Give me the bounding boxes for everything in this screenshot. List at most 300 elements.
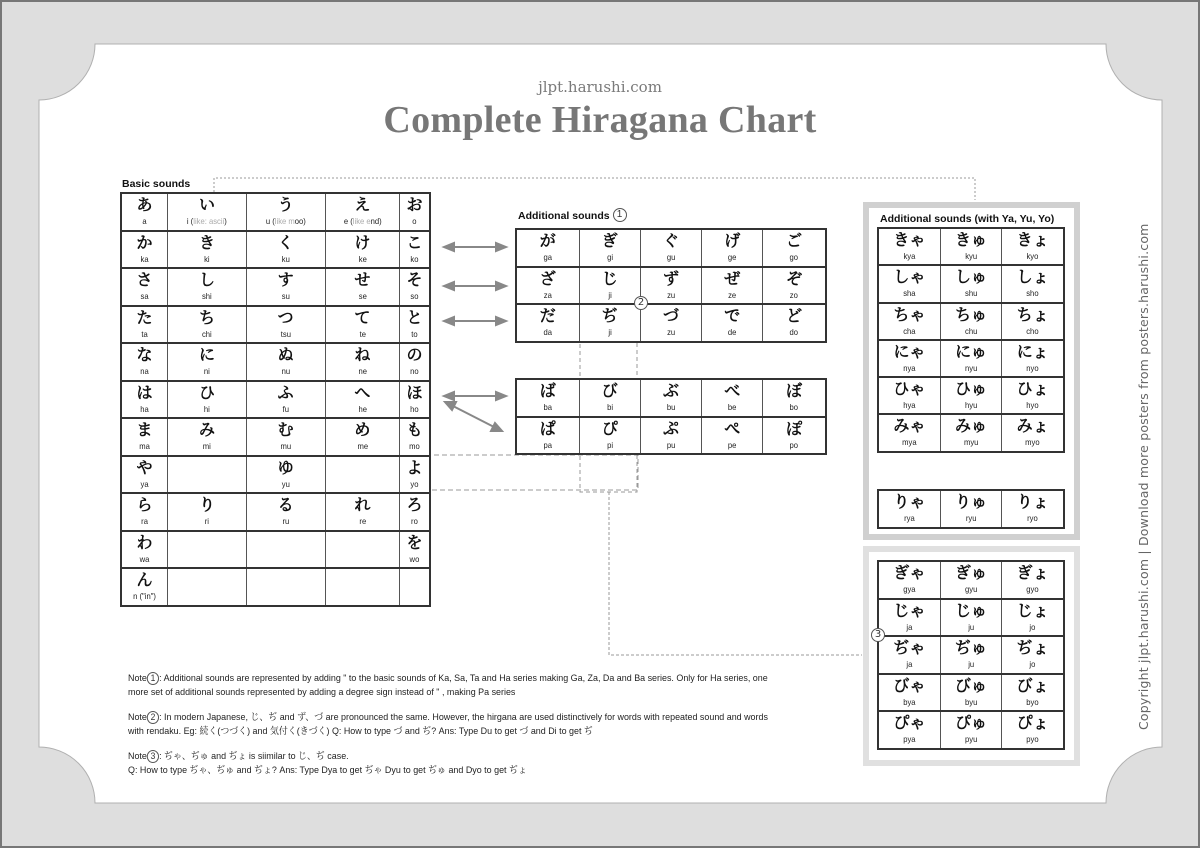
kana-char: る [277,495,294,514]
kana-cell [400,381,430,419]
romaji-label: be [727,402,737,412]
kana-cell [325,343,400,381]
romaji-label: ryo [1027,513,1038,523]
kana-char: に [198,345,215,364]
romaji-label: gya [903,584,916,594]
kana-cell [1002,414,1064,451]
romaji-label: za [543,289,552,300]
kana-cell [640,229,701,267]
copyright-text: Copyright jlpt.harushi.com | Download more posters from posters.harushi.com [1136,223,1151,730]
romaji-label: na [140,366,149,376]
kana-cell [325,456,400,494]
note-3: Note 3 : ぢゃ、ぢゅ and ぢょ is siimilar to じ、ぢ case. Q: How to type ぢゃ、ぢゅ and ぢょ? Ans: Type Dya to get ぢゃ Dyu to get ぢゅ and Dyo to get ぢょ [128,751,527,776]
basic-sounds-table [120,192,431,607]
kana-char: も [406,420,423,439]
romaji-label: jo [1029,659,1036,669]
romaji-label: u (like moo) [265,216,306,226]
kana-cell [940,636,1001,674]
romaji-label: bo [789,402,799,412]
kana-row [878,599,1064,637]
kana-char: ひゅ [954,379,987,399]
kana-cell [400,231,430,269]
romaji-label: a [142,216,147,226]
romaji-label: no [410,366,419,376]
kana-cell [121,456,168,494]
kana-char: ね [354,345,371,364]
romaji-label: ji [608,289,612,300]
kana-cell [579,267,640,305]
kana-cell [640,304,701,342]
romaji-label: rya [904,513,915,523]
romaji-label: gyu [964,584,978,594]
kana-char [326,458,400,478]
kana-row [516,267,826,305]
kana-cell [940,711,1001,749]
kana-char: ろ [406,495,423,514]
kana-char: ぴょ [1016,713,1049,732]
kana-char: きゃ [893,230,926,249]
kana-char: ほ [406,382,423,402]
romaji-label: wa [139,553,150,564]
romaji-label: de [727,327,737,337]
kana-char: ら [136,495,153,514]
romaji-label [172,590,242,602]
romaji-label: nyu [964,362,978,373]
kana-char: び [601,381,618,400]
kana-cell [246,568,325,606]
kana-char: え [354,195,371,214]
kana-row [121,456,430,494]
romaji-label: cho [1026,325,1039,336]
romaji-label: bu [666,402,676,412]
kana-cell [121,381,168,419]
romaji-label: ji [608,327,612,337]
kana-cell [400,193,430,231]
kana-cell [400,568,430,606]
kana-cell [516,304,579,342]
kana-cell [121,493,168,531]
kana-row [516,417,826,455]
kana-cell [168,418,247,456]
kana-cell [763,267,826,305]
kana-row [516,379,826,417]
kana-cell [878,561,940,599]
kana-char: を [406,532,423,552]
kana-char: お [406,195,423,214]
kana-cell [1002,561,1064,599]
kana-cell [878,377,940,414]
kana-cell [325,531,400,569]
romaji-label: ru [282,516,290,526]
kana-char: よ [406,457,423,477]
romaji-label: ri [204,516,210,526]
kana-row [121,531,430,569]
romaji-label [329,590,395,602]
kana-cell [1002,228,1064,265]
kana-char: ぷ [662,418,679,438]
kana-char [168,458,246,478]
romaji-label: ku [281,253,290,264]
kana-char: ご [786,231,803,250]
romaji-label: pyo [1026,734,1039,744]
kana-row [878,414,1064,451]
kana-char: ぴゃ [893,713,926,732]
kana-cell [878,340,940,377]
romaji-label: nyo [1026,362,1039,373]
romaji-label: ju [968,659,974,669]
kana-cell [168,231,247,269]
kana-row [516,229,826,267]
kana-char: し [198,270,215,289]
kana-cell [168,193,247,231]
kana-cell [325,493,400,531]
kana-cell [121,306,168,344]
romaji-label: tsu [280,328,291,339]
romaji-label: sha [903,288,916,299]
kana-char: く [277,232,294,252]
kana-cell [702,229,763,267]
kana-cell [516,267,579,305]
kana-char [326,570,400,590]
kana-cell [246,493,325,531]
kana-char: しゃ [893,267,926,287]
kana-cell [940,340,1001,377]
kana-cell [878,265,940,302]
kana-char: ゆ [277,457,294,477]
kana-cell [940,674,1001,712]
romaji-label: byo [1026,696,1039,707]
kana-char: びゃ [893,675,926,695]
kana-cell [702,267,763,305]
romaji-label: pi [606,439,613,450]
kana-cell [325,381,400,419]
romaji-label [329,553,395,565]
kana-char: み [198,420,215,439]
ba-pa-table [515,378,827,455]
kana-cell [246,268,325,306]
kana-cell [640,267,701,305]
kana-cell [121,231,168,269]
romaji-label: wo [409,553,420,564]
kana-char: ぜ [724,268,741,288]
kana-cell [400,343,430,381]
kana-char: ちゅ [954,304,987,324]
yoon-table [877,227,1065,453]
kana-char: ふ [277,382,294,402]
kana-cell [878,599,940,637]
romaji-label: ma [139,441,150,451]
kana-cell [325,306,400,344]
kana-char [247,533,325,553]
romaji-label: ba [543,402,553,412]
romaji-label: bya [903,696,916,707]
kana-cell [579,229,640,267]
kana-char: せ [354,270,371,289]
kana-cell [940,414,1001,451]
kana-cell [702,304,763,342]
kana-char: きゅ [954,230,987,249]
note-marker-1: 1 [613,208,627,222]
romaji-label: ha [140,403,149,414]
kana-cell [1002,599,1064,637]
romaji-label: gi [606,252,613,262]
kana-cell [400,456,430,494]
kana-char: ぽ [786,418,803,438]
romaji-label: hya [903,400,916,411]
romaji-label: kyu [965,251,977,261]
kana-char: ぎゅ [954,563,987,582]
kana-char: の [406,345,423,364]
romaji-label: e (like end) [343,216,382,226]
kana-cell [246,306,325,344]
kana-cell [640,379,701,417]
kana-cell [763,229,826,267]
kana-cell [1002,303,1064,340]
kana-cell [1002,711,1064,749]
kana-char: れ [354,495,371,514]
kana-cell [1002,490,1064,528]
kana-char: ぐ [662,231,679,250]
kana-cell [1002,377,1064,414]
kana-cell [246,418,325,456]
kana-char: め [354,420,371,439]
romaji-label: jo [1029,621,1036,632]
romaji-label: yu [281,478,290,489]
kana-cell [325,268,400,306]
romaji-label [172,478,242,490]
kana-char: ぎょ [1016,563,1049,582]
romaji-label: ya [140,478,149,489]
kana-cell [516,417,579,455]
kana-cell [878,636,940,674]
kana-row [878,636,1064,674]
kana-char: ぎゃ [893,563,926,582]
kana-cell [121,418,168,456]
romaji-label: zu [666,327,676,337]
kana-cell [878,674,940,712]
kana-char: す [277,270,294,289]
kana-cell [702,379,763,417]
kana-char: と [406,307,423,327]
kana-cell [121,193,168,231]
kana-char [326,533,400,553]
notes-section [128,672,786,778]
romaji-label: gyo [1026,584,1039,594]
kana-char [247,570,325,590]
kana-char: や [136,457,153,477]
kana-cell [579,417,640,455]
kana-row [516,304,826,342]
romaji-label: po [789,439,799,450]
voiced-yoon-table [877,560,1065,750]
kana-row [121,343,430,381]
kana-cell [1002,265,1064,302]
romaji-label: ke [358,253,367,264]
romaji-label: o [412,216,417,226]
kana-char: わ [136,532,153,552]
romaji-label: ko [410,253,419,264]
kana-cell [246,381,325,419]
romaji-label: cha [903,325,916,336]
kana-char: ど [786,306,803,325]
kana-cell [400,418,430,456]
kana-cell [168,568,247,606]
kana-cell [400,493,430,531]
kana-char: ぱ [539,418,556,438]
kana-char: げ [724,231,741,250]
romaji-label: so [410,291,419,301]
romaji-label: zu [666,289,676,300]
romaji-label: pu [666,439,676,450]
kana-row [878,340,1064,377]
romaji-label: kyo [1026,251,1039,261]
kana-char: こ [406,232,423,252]
kana-char: た [136,307,153,327]
kana-char: びょ [1016,675,1049,695]
kana-cell [246,531,325,569]
kana-cell [940,303,1001,340]
kana-row [878,711,1064,749]
romaji-label [172,553,242,565]
kana-cell [121,531,168,569]
kana-char: う [277,195,294,214]
kana-char: じゅ [954,600,987,620]
romaji-label [251,553,321,565]
romaji-label: pya [903,734,916,744]
note-marker-3: 3 [871,628,885,642]
kana-cell [168,268,247,306]
kana-cell [246,343,325,381]
romaji-label: gu [666,252,676,262]
romaji-label: ta [141,328,148,339]
kana-row [878,490,1064,528]
kana-char: じゃ [893,600,926,620]
kana-char: は [136,382,153,402]
note-2: Note 2 : In modern Japanese, じ、ぢ and ず、づ are pronounced the same. However, the hirgana are used distinctively for words with repeated sound and words with rendaku. Eg: 続く(つづく) and 気付く(きづく) Q: How to type づ and ぢ? Ans: Type Du to get づ and Di to get ぢ [128,712,768,737]
kana-row [121,381,430,419]
kana-row [878,377,1064,414]
kana-row [878,561,1064,599]
kana-cell [400,306,430,344]
romaji-label: hyo [1026,400,1039,411]
kana-char: り [198,495,215,514]
kana-cell [121,343,168,381]
kana-cell [325,193,400,231]
kana-cell [940,490,1001,528]
kana-char: へ [354,382,371,402]
kana-cell [940,599,1001,637]
kana-cell [168,493,247,531]
kana-char: が [539,231,556,250]
kana-char: ぢょ [1016,638,1049,657]
kana-row [121,568,430,606]
yoon-label: Additional sounds (with Ya, Yu, Yo) [880,213,1055,225]
romaji-label: mo [409,441,420,451]
kana-cell [763,304,826,342]
kana-char: ざ [539,268,556,288]
romaji-label: to [411,328,418,339]
kana-cell [640,417,701,455]
romaji-label: chu [964,325,978,336]
romaji-label: sho [1026,288,1039,299]
kana-char: みゅ [954,416,987,436]
kana-char: ちゃ [893,304,926,324]
kana-char: りゅ [954,492,987,511]
kana-cell [246,456,325,494]
kana-cell [878,711,940,749]
kana-char: な [136,345,153,364]
romaji-label: fu [282,403,289,414]
kana-cell [168,381,247,419]
kana-char: さ [136,270,153,289]
kana-cell [325,568,400,606]
kana-row [121,268,430,306]
romaji-label: ja [906,621,913,632]
romaji-label: se [358,291,367,301]
romaji-label: yo [410,478,419,489]
kana-cell [1002,674,1064,712]
kana-char: べ [724,381,741,400]
kana-row [878,303,1064,340]
kana-char: にゃ [893,341,926,361]
kana-char: む [277,420,294,439]
kana-cell [400,268,430,306]
kana-char: ぴゅ [954,713,987,732]
kana-cell [121,568,168,606]
romaji-label: ryu [965,513,977,523]
kana-row [121,193,430,231]
kana-char: ひ [198,382,215,402]
kana-char: にょ [1016,341,1049,361]
kana-char: か [136,232,153,252]
kana-char: ず [662,268,679,288]
romaji-label: ne [358,366,367,376]
kana-char: しょ [1016,267,1049,287]
kana-char: りょ [1016,492,1049,511]
kana-cell [763,379,826,417]
note-1: Note 1 : Additional sounds are represented by adding " to the basic sounds of Ka, Sa, Ta and Ha series making Ga, Za, Da and Ba series. Only for Ha series, one more set of additional sounds represented by adding a degree sign instead of " , making Pa series [128,673,768,698]
page-title: Complete Hiragana Chart [383,99,817,141]
romaji-label [251,590,321,602]
romaji-label: mya [902,437,917,448]
kana-char: て [354,307,371,327]
romaji-label: ka [140,253,149,264]
kana-char: つ [277,307,294,327]
kana-char: そ [406,270,423,289]
kana-char: ん [136,570,153,589]
kana-char: ぴ [601,418,618,438]
kana-row [121,306,430,344]
romaji-label: kya [903,251,916,261]
additional-sounds-label: Additional sounds 1 [518,208,627,222]
kana-cell [878,490,940,528]
romaji-label: ro [411,516,418,526]
kana-cell [400,531,430,569]
kana-cell [702,417,763,455]
kana-char: あ [136,195,153,214]
romaji-label: mu [280,441,291,451]
kana-char: びゅ [954,675,987,695]
romaji-label: myo [1025,437,1040,448]
kana-char: ま [136,420,153,439]
basic-sounds-label: Basic sounds [122,178,191,190]
romaji-label: ra [141,516,148,526]
kana-char: だ [539,306,556,325]
dakuten-table [515,228,827,343]
romaji-label: te [359,328,366,339]
romaji-label: myu [963,437,979,448]
kana-char: ひゃ [893,379,926,399]
